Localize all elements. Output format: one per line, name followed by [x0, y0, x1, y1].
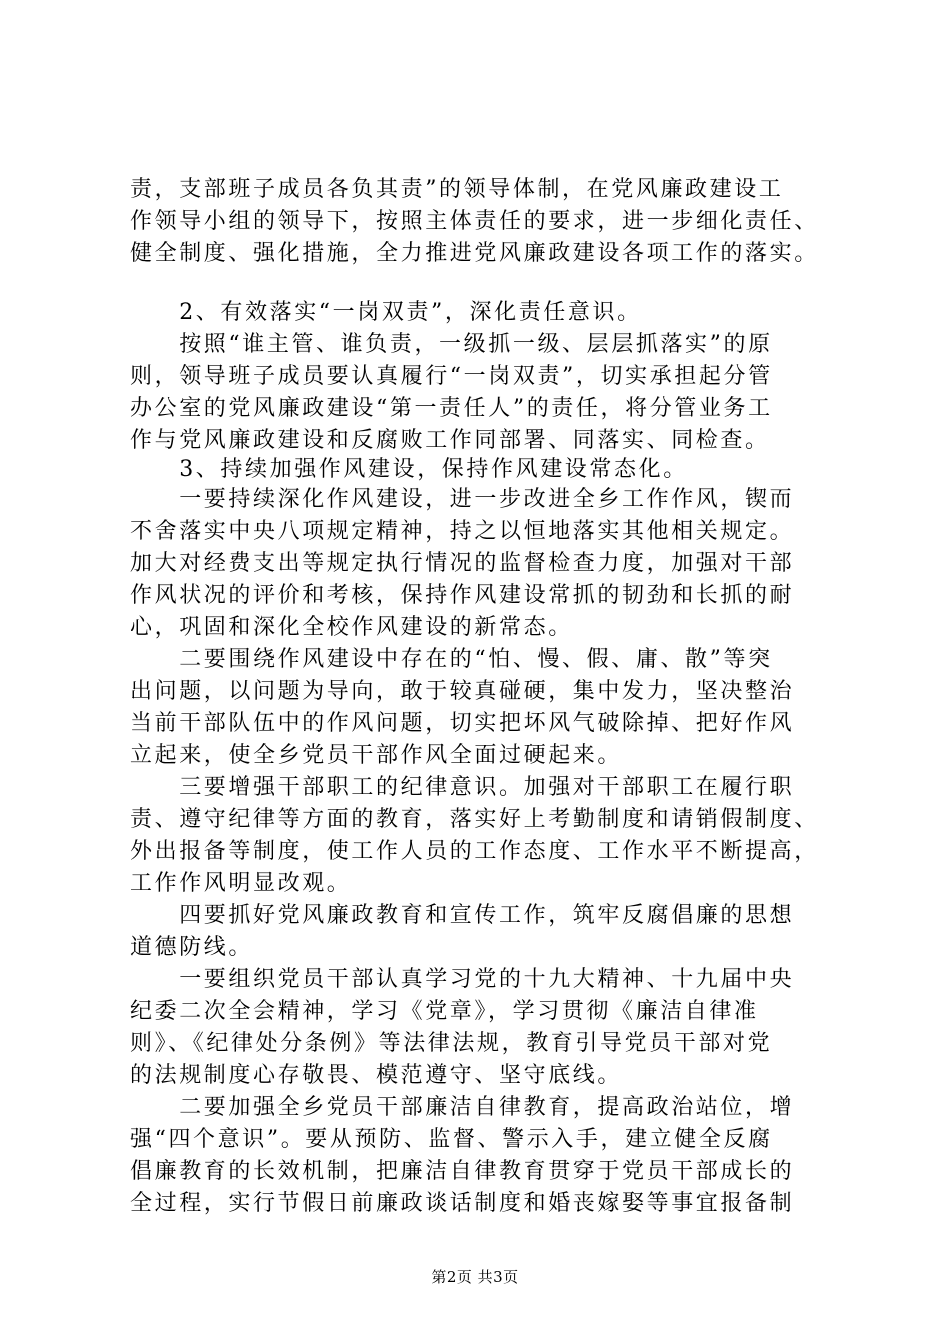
body-line: 心，巩固和深化全校作风建设的新常态。	[130, 615, 573, 640]
body-line: 按照“谁主管、谁负责，一级抓一级、层层抓落实”的原	[130, 332, 773, 357]
body-line: 的法规制度心存敬畏、模范遵守、坚守底线。	[130, 1063, 623, 1088]
body-line: 全过程，实行节假日前廉政谈话制度和婚丧嫁娶等事宜报备制	[130, 1191, 795, 1216]
body-line: 办公室的党风廉政建设“第一责任人”的责任，将分管业务工	[130, 396, 773, 421]
body-line: 二要围绕作风建设中存在的“怕、慢、假、庸、散”等突	[130, 647, 773, 672]
section-heading: 2、有效落实“一岗双责”，深化责任意识。	[130, 300, 642, 325]
body-line: 道德防线。	[130, 935, 254, 960]
body-line: 一要持续深化作风建设，进一步改进全乡工作作风，锲而	[130, 487, 795, 512]
body-line: 不舍落实中央八项规定精神，持之以恒地落实其他相关规定。	[130, 519, 795, 544]
body-line: 健全制度、强化措施，全力推进党风廉政建设各项工作的落实。	[130, 241, 819, 266]
body-line: 则，领导班子成员要认真履行“一岗双责”，切实承担起分管	[130, 364, 773, 389]
body-line: 工作作风明显改观。	[130, 871, 352, 896]
body-line: 倡廉教育的长效机制，把廉洁自律教育贯穿于党员干部成长的	[130, 1159, 795, 1184]
body-line: 强“四个意识”。要从预防、监督、警示入手，建立健全反腐	[130, 1127, 773, 1152]
body-line: 立起来，使全乡党员干部作风全面过硬起来。	[130, 743, 623, 768]
body-line: 当前干部队伍中的作风问题，切实把坏风气破除掉、把好作风	[130, 711, 795, 736]
body-line: 三要增强干部职工的纪律意识。加强对干部职工在履行职	[130, 775, 795, 800]
body-line: 作与党风廉政建设和反腐败工作同部署、同落实、同检查。	[130, 428, 770, 453]
body-line: 一要组织党员干部认真学习党的十九大精神、十九届中央	[130, 967, 795, 992]
body-line: 作风状况的评价和考核，保持作风建设常抓的韧劲和长抓的耐	[130, 583, 795, 608]
section-heading: 3、持续加强作风建设，保持作风建设常态化。	[130, 457, 688, 482]
body-line: 四要抓好党风廉政教育和宣传工作，筑牢反腐倡廉的思想	[130, 903, 795, 928]
body-line: 作领导小组的领导下，按照主体责任的要求，进一步细化责任、	[130, 209, 819, 234]
body-line: 外出报备等制度，使工作人员的工作态度、工作水平不断提高，	[130, 839, 819, 864]
body-line: 则》、《纪律处分条例》等法律法规，教育引导党员干部对党	[130, 1031, 773, 1056]
body-line: 纪委二次全会精神，学习《党章》，学习贯彻《廉洁自律准	[130, 999, 759, 1024]
page-number: 第2页 共3页	[431, 1268, 519, 1286]
body-line: 二要加强全乡党员干部廉洁自律教育，提高政治站位，增	[130, 1095, 795, 1120]
body-line: 责、遵守纪律等方面的教育，落实好上考勤制度和请销假制度、	[130, 807, 819, 832]
body-line: 加大对经费支出等规定执行情况的监督检查力度，加强对干部	[130, 551, 795, 576]
body-line: 出问题，以问题为导向，敢于较真碰硬，集中发力，坚决整治	[130, 679, 795, 704]
body-line: 责，支部班子成员各负其责”的领导体制，在党风廉政建设工	[130, 177, 784, 202]
